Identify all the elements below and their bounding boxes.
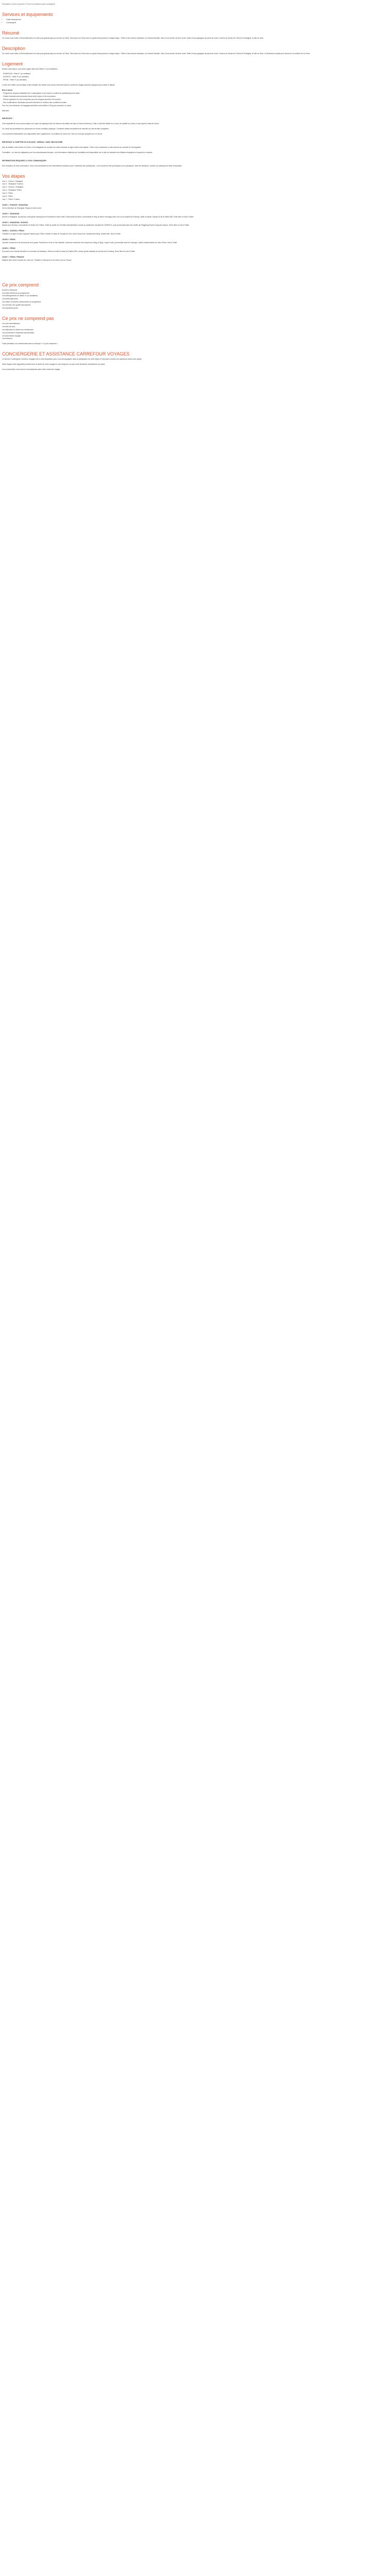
day-title: JOUR 3 : SHANGHAI / SUZHOU [2, 221, 28, 224]
conciergerie-title: CONCIERGERIE ET ASSISTANCE CARREFOUR VOYAGES [2, 351, 130, 357]
prix-comprend-item: Les transferts privés. [2, 307, 19, 310]
prix-comprend-title: Ce prix comprend [2, 282, 39, 287]
day-text: Journée consacrée à la découverte de la place Tian’anmen et de la Cité Interdite, ancienne résidence des empereurs Ming et Qing. L’après-midi, promenade dans les hutongs, ruelles traditionnelles du vieux Pékin. Nuit à l’hôtel. [2, 242, 178, 244]
page [0, 0, 391, 379]
day-text: Arrivée à Shanghai, accueil par votre guide francophone et transfert à votre hôtel. Découverte du Bund, promenade le long du fleuve Huangpu avec vue sur la skyline de Pudong. Visite du jardin Yuyuan et de la vieille ville. Dîner libre et nuit à l’hôtel. [2, 215, 194, 218]
visa-text: Formalités : un visa est obligatoire pour les ressortissants français. Les informations relatives aux formalités sont disponibles sur le site du ministère des Affaires étrangères et auprès du consulat. [2, 151, 153, 154]
prix-comprend-item: Les visites et entrées mentionnées au programme. [2, 301, 42, 303]
arrival-card-text: Afin de faciliter votre entrée en Chine, il est obligatoire de remplir une carte d’arrivée en ligne avant votre départ. Celle-ci est à présenter à votre arrivée au contrôle de l’immigration. [2, 146, 142, 148]
logement-intro: Durant votre séjour, vous serez logés dans des hôtels 4* (ou similaires) : [2, 67, 58, 70]
breadcrumb-line: Description Ce prix comprend / Ce prix ne comprend pas Conciergerie [2, 3, 55, 5]
info-paragraph: Ce circuit est accessible aux personnes en bonne condition physique. Certaines visites nécessitent de marcher sur des terrains irréguliers. [2, 128, 109, 130]
services-list [2, 19, 389, 25]
logement-note: L’ordre des hôtels communiqué à titre indicatif, les hôtels vous seront confirmés dans le carnet de voyage transmis quelques jours avant le départ. [2, 84, 116, 87]
infos-requises-label: INFORMATIONS REQUISES À VOUS COMMUNIQUER [2, 159, 46, 162]
logement-item: - PEKIN : Hôtel 4* (ou similaire) [2, 79, 27, 81]
prix-comprend-item: Les trains intérieurs au programme. [2, 292, 30, 294]
logement-title: Logement [2, 61, 23, 66]
day-title: JOUR 7 : PÉKIN / FRANCE [2, 256, 24, 258]
important-label: IMPORTANT : [2, 117, 13, 120]
services-title: Services et équipements [2, 11, 53, 17]
etape-item: Jour 2 : Shanghai / Suzhou [2, 183, 23, 185]
bon-a-savoir-item: - Guides francophones présents durant votre séjour et les excursions. [2, 95, 56, 97]
arrival-card-label: IMPORTANT À COMPTER DU 01/11/2025 : ARRIVAL CARD OBLIGATOIRE [2, 141, 63, 144]
info-paragraph: Les chambres individuelles sont disponibles avec supplément. Les enfants de moins de 2 ans ne sont pas acceptés sur ce circuit. [2, 133, 103, 135]
etape-item: Jour 5 : Pékin [2, 192, 13, 195]
description-title: Description [2, 45, 26, 51]
day-text: Excursion à la Grande Muraille sur la section de Mutianyu. Retour en ville et visite du Palais d’Été, ancien jardin impérial au bord du lac Kunming. Dîner libre et nuit à l’hôtel. [2, 250, 136, 252]
bon-a-savoir-item: - Programme proposé réalisable dès 2 participants et sur place le nombre de participants peut varier. [2, 92, 80, 94]
infos-requises-text: Dès réception de votre réservation, nous vous demanderons les informations suivantes pour l’ensemble des participants : nom et prénom tels qu’indiqués sur le passeport, date de naissance, numéro de passeport et date d’expiration. [2, 164, 183, 167]
prix-ne-comprend-item: Les frais de visa. [2, 325, 15, 328]
services-item: • Guide francophone [6, 19, 389, 22]
etape-item: Jour 4 : Shanghai / Pékin [2, 189, 22, 192]
prix-ne-comprend-item: Les boissons. [2, 337, 13, 340]
day-title: JOUR 4 : SUZHOU / PÉKIN [2, 230, 24, 232]
bon-a-savoir-label: Bon à savoir [2, 89, 13, 92]
etape-item: Jour 1 : France / Shanghai [2, 180, 23, 182]
day-title: JOUR 1 : FRANCE / SHANGHAI [2, 204, 28, 206]
description-text: Ce circuit vous invite à l’émerveillement d’un des plus grands pays au monde, la Chine. Découvrez la Chine avec un guide francophone à chaque étape : Pékin et ses trésors impériaux, la Grande Muraille, Xian et son armée de terre cuite, Guilin et ses paysages de pains de sucre, Suzhou la Venise de l’Orient et Shanghai, la ville du futur. Un itinéraire complet pour découvrir le meilleur de la Chine. [2, 52, 311, 55]
logement-item: - SUZHOU : Hôtel 4* (ou similaire) [2, 76, 29, 78]
etape-item: Jour 3 : Suzhou / Shanghai [2, 186, 23, 189]
logement-item: - SHANGHAI : Hôtel 4* (ou similaire) [2, 73, 31, 75]
prix-comprend-item: Les petits-déjeuners. [2, 298, 19, 300]
prix-ne-comprend-item: Les vols internationaux. [2, 322, 21, 325]
etapes-title: Vos étapes [2, 173, 25, 179]
day-title: JOUR 2 : SHANGHAI [2, 212, 20, 215]
prix-ne-comprend-title: Ce prix ne comprend pas [2, 315, 54, 321]
attention-label: Attention : [2, 109, 10, 112]
etape-item: Jour 6 : Pékin [2, 195, 13, 198]
prix-ne-comprend-item: Les assurances voyage. [2, 334, 21, 337]
day-text: Transfert à la gare et train à grande vitesse pour Pékin. Arrivée et visite du Temple du Ciel, chef-d’œuvre de l’architecture Ming. Soirée libre. Nuit à l’hôtel. [2, 233, 121, 235]
prix-comprend-item: Les hébergements en hôtels 4* (ou similaires). [2, 295, 38, 297]
bon-a-savoir-item: - Des modifications d’itinéraire peuvent intervenir en fonction des conditions locales. [2, 101, 67, 104]
info-paragraph: Il est impératif de vous communiquer une copie de passeport afin de réserver les billets de train et d’avion intérieurs. Celle-ci doit être lisible et en cours de validité au moins 6 mois après la date de retour. [2, 123, 159, 125]
prix-comprend-item: Les services d’un guide francophone. [2, 304, 31, 307]
conciergerie-paragraph: Le service Conciergerie Carrefour Voyages est à votre disposition pour vous accompagner dans la préparation de votre séjour et répondre à toutes vos questions avant votre départ. [2, 358, 142, 361]
day-title: JOUR 5 : PÉKIN [2, 239, 15, 241]
bon-a-savoir-item: Pour les vols intérieurs, les bagages autorisés sont limités à 20 kg par personne en soute. [2, 104, 72, 107]
resume-text: Ce circuit vous invite à l’émerveillement d’un des plus grands pays au monde, la Chine. Découvrez la Chine avec un guide francophone à chaque étape : Pékin et ses trésors impériaux, la Grande Muraille, Xian et son armée de terre cuite, Guilin et ses paysages de pains de sucre, Suzhou la Venise de l’Orient et Shanghai, la ville du futur. [2, 37, 264, 39]
prix-ne-comprend-item: Les pourboires et dépenses personnelles. [2, 331, 35, 334]
conciergerie-paragraph: Notre équipe reste joignable pendant toute la durée de votre voyage en cas d’imprévu ou pour toute demande d’assistance sur place. [2, 363, 106, 366]
prix-ne-comprend-note: Toute prestation non mentionnée dans la rubrique « Ce prix comprend ». [2, 343, 58, 345]
conciergerie-paragraph: Les coordonnées vous seront communiquées dans votre carnet de voyage. [2, 368, 61, 371]
services-item: • Conciergerie [6, 22, 389, 25]
prix-comprend-item: Accueil à l’aéroport. [2, 289, 18, 291]
day-text: Vol en direction de Shanghai. Repas et nuit à bord. [2, 207, 42, 209]
etape-item: Jour 7 : Pékin / France [2, 198, 20, 200]
bon-a-savoir-item: - Prévoir quelques en-cas à emporter pour les longues journées d’excursion. [2, 98, 61, 100]
resume-title: Résumé [2, 30, 20, 36]
prix-ne-comprend-item: Les déjeuners et dîners non mentionnés. [2, 328, 34, 331]
day-text: Départ pour Suzhou, surnommée la Venise de l’Orient. Visite du jardin de l’Humble Administrateur, inscrit au patrimoine mondial de l’UNESCO, puis promenade dans les ruelles de Pingjiang Road le long des canaux. Dîner libre et nuit à l’hôtel. [2, 224, 190, 227]
day-title: JOUR 6 : PÉKIN [2, 247, 15, 249]
day-text: Matinée libre selon l’horaire de votre vol. Transfert à l’aéroport et vol retour vers la France. [2, 259, 72, 261]
